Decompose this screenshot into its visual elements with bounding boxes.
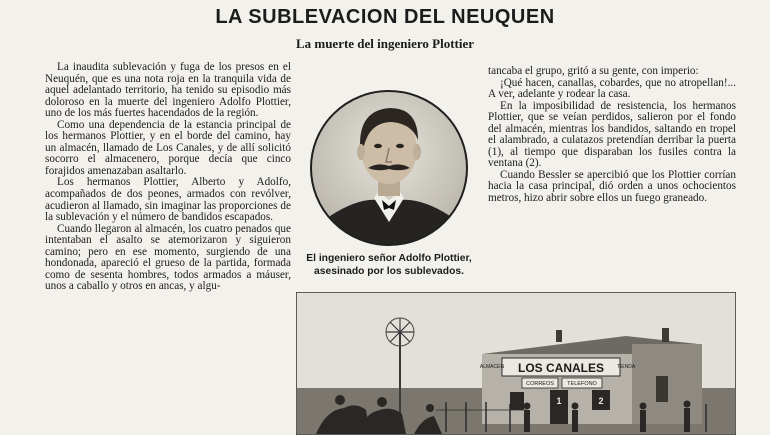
portrait-photo — [308, 88, 470, 248]
right-column — [488, 66, 736, 205]
sign-telefono: TELEFONO — [567, 381, 597, 387]
caption-line: El ingeniero señor Adolfo Plottier, — [306, 253, 472, 264]
article-title: LA SUBLEVACION DEL NEUQUEN — [215, 6, 555, 28]
article-subtitle: La muerte del ingeniero Plottier — [295, 36, 475, 51]
paragraph: Cuando llegaron al almacén, los cuatro penados que intentaban el asalto se atemorizaron y siguieron camino; pero en ese momento, surgiendo de una hondonada, apareció el grueso de la partida, formada como de sesenta hombres, todos armados a máuser, unos a caballo y otros en ancas, y algu- — [45, 222, 291, 293]
windmill-icon — [386, 318, 414, 346]
paragraph: Como una dependencia de la estancia principal de los hermanos Plottier, y en el borde del camino, hay un almacén, llamado de Los Canales, y de allí solicitó socorro el almacenero, porque decía que cinco forajidos amenazaban asaltarlo. — [45, 118, 291, 177]
paragraph: tancaba el grupo, gritó a su gente, con imperio: — [488, 65, 699, 77]
portrait-caption — [296, 252, 482, 278]
paragraph: En la imposibilidad de resistencia, los hermanos Plottier, que se veían perdidos, salieron por el fondo del almacén, mientras los bandidos, saltando en tropel el alambrado, a culatazos pretendían derribar la puerta (1), al tiempo que disparaban los fusiles contra la ventana (2). — [488, 99, 736, 170]
door-label: 1 — [556, 396, 562, 406]
window-label: 2 — [598, 396, 604, 406]
paragraph: Cuando Bessler se apercibió que los Plottier corrían hacia la casa principal, dió orden a unos ochocientos metros, hizo abrir sobre ellos un fuego graneado. — [488, 168, 736, 205]
paragraph: La inaudita sublevación y fuga de los presos en el Neuquén, que es una nota roja en la tranquila vida de aquel adelantado territorio, ha tenido su episodio más doloroso en la muerte del ingeniero Adolfo Plottier, uno de los más fuertes hacendados de la región. — [45, 61, 291, 120]
paragraph: Los hermanos Plottier, Alberto y Adolfo, acompañados de dos peones, armados con revólver, acudieron al llamado, sin imaginar las proporciones de la sublevación y el número de bandidos escapados. — [45, 176, 291, 224]
sign-right: TIENDA — [616, 364, 636, 370]
sign-left: ALMACEN — [479, 364, 505, 370]
paragraph: ¡Qué hacen, canallas, cobardes, que no atropellan!... A ver, adelante y rodear la casa. — [488, 76, 736, 101]
store-photo — [296, 292, 736, 435]
sign-correo: CORREOS — [526, 381, 554, 387]
caption-line: asesinado por los sublevados. — [314, 266, 464, 277]
sign-main: LOS CANALES — [517, 361, 605, 375]
left-column — [45, 62, 291, 293]
